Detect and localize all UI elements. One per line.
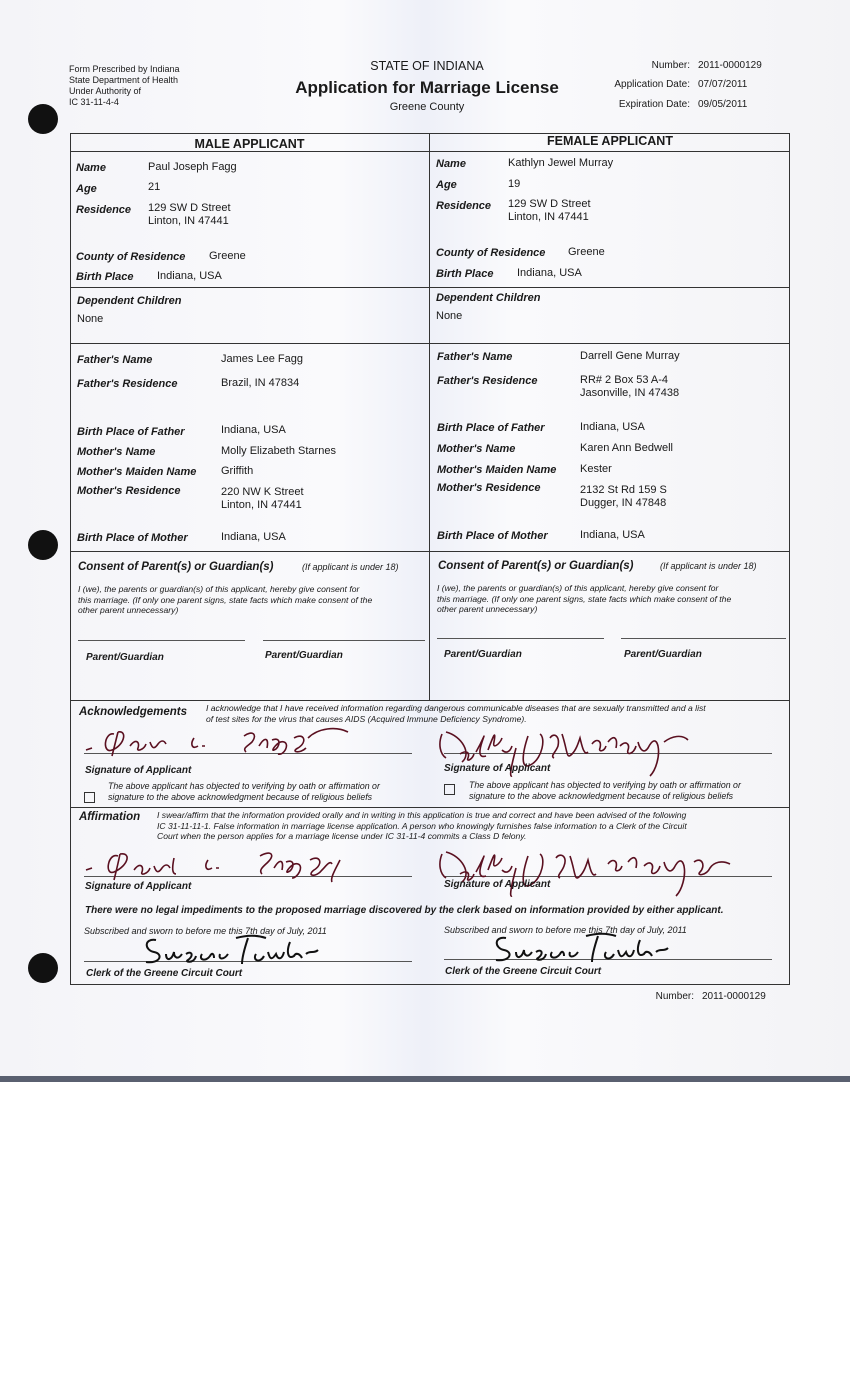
footer-number: 2011-0000129 (702, 991, 766, 1002)
male-birthplace-label: Birth Place (76, 271, 134, 283)
form-note-line: Form Prescribed by Indiana (69, 64, 180, 74)
male-mother: Molly Elizabeth Starnes (221, 445, 336, 457)
affirmation-text: I swear/affirm that the information provided orally and in writing in this application is true and correct and have been advised of the following IC 31-11-11-1. False information in marriage license application. A person who knowingly furnishes false information to a Clerk of the Circuit Court when the person applies for a marriage license under IC 31-11-4 commits a Class D felony. (157, 810, 687, 841)
male-residence-label: Residence (76, 204, 132, 216)
signature-label: Signature of Applicant (85, 765, 192, 776)
county-heading: Greene County (389, 101, 465, 113)
expiration-date: 09/05/2011 (698, 99, 748, 110)
male-mother-res-label: Mother's Residence (77, 485, 181, 497)
male-county: Greene (209, 250, 246, 262)
male-birthplace: Indiana, USA (157, 270, 222, 282)
license-number: 2011-0000129 (698, 60, 762, 71)
male-residence: 129 SW D Street Linton, IN 47441 (148, 202, 231, 227)
male-father-res-label: Father's Residence (77, 378, 178, 390)
objection-text: The above applicant has objected to verifying by oath or affirmation or signature to the above acknowledgment because of religious beliefs (469, 780, 741, 801)
form-note-line: State Department of Health (69, 75, 179, 85)
male-dependents: None (77, 313, 104, 325)
male-bp-father-label: Birth Place of Father (77, 426, 185, 438)
female-father-res: RR# 2 Box 53 A-4 Jasonville, IN 47438 (580, 374, 680, 399)
female-age-label: Age (436, 179, 457, 191)
female-mother-res: 2132 St Rd 159 S Dugger, IN 47848 (580, 484, 667, 509)
religious-objection-checkbox[interactable] (84, 792, 95, 803)
female-bp-father: Indiana, USA (580, 421, 645, 433)
male-applicant-heading: MALE APPLICANT (194, 137, 305, 151)
female-birthplace: Indiana, USA (517, 267, 582, 279)
male-name-label: Name (76, 162, 106, 174)
female-name-label: Name (436, 158, 466, 170)
male-mother-res: 220 NW K Street Linton, IN 47441 (221, 486, 304, 511)
column-divider (429, 133, 430, 700)
scan-edge (0, 1076, 850, 1082)
female-father-res-label: Father's Residence (437, 375, 538, 387)
guardian-signature-line (78, 640, 245, 641)
row-divider (70, 551, 790, 552)
row-divider (70, 807, 790, 808)
row-divider (70, 700, 790, 701)
application-date-label: Application Date: (614, 79, 690, 90)
male-signature-ack (84, 724, 354, 764)
male-county-label: County of Residence (76, 251, 186, 263)
row-divider (70, 151, 790, 152)
female-applicant-heading: FEMALE APPLICANT (547, 134, 673, 148)
affirmation-title: Affirmation (79, 811, 141, 823)
guardian-signature-line (621, 638, 786, 639)
sworn-statement: Subscribed and sworn to before me this 7th day of July, 2011 (84, 926, 327, 936)
number-label: Number: (651, 60, 690, 71)
male-age: 21 (148, 181, 161, 193)
female-signature-affirm (432, 846, 782, 902)
female-mother-label: Mother's Name (437, 443, 516, 455)
guardian-label: Parent/Guardian (86, 652, 164, 663)
signature-label: Signature of Applicant (85, 881, 192, 892)
guardian-label: Parent/Guardian (265, 650, 343, 661)
application-date: 07/07/2011 (698, 79, 748, 90)
sworn-statement: Subscribed and sworn to before me this 7th day of July, 2011 (444, 925, 687, 935)
form-note-line: IC 31-11-4-4 (69, 97, 119, 107)
consent-text: I (we), the parents or guardian(s) of this applicant, hereby give consent for this marriage. (If only one parent signs, state facts which make consent of the other parent unnecessary) (437, 583, 732, 614)
female-father: Darrell Gene Murray (580, 350, 680, 362)
male-signature-affirm (84, 846, 364, 886)
female-name: Kathlyn Jewel Murray (508, 157, 614, 169)
row-divider (70, 287, 790, 288)
female-county-label: County of Residence (436, 247, 546, 259)
female-mother-res-label: Mother's Residence (437, 482, 541, 494)
male-father-label: Father's Name (77, 354, 153, 366)
row-divider (70, 343, 790, 344)
male-bp-mother-label: Birth Place of Mother (77, 532, 188, 544)
form-note-line: Under Authority of (69, 86, 142, 96)
religious-objection-checkbox[interactable] (444, 784, 455, 795)
male-maiden-label: Mother's Maiden Name (77, 466, 197, 478)
guardian-label: Parent/Guardian (444, 649, 522, 660)
acknowledgements-text: I acknowledge that I have received information regarding dangerous communicable diseases that are sexually transmitted and a list of test sites for the virus that causes AIDS (Acquired Immune Deficiency Syndrome). (206, 703, 706, 724)
female-maiden-label: Mother's Maiden Name (437, 464, 557, 476)
male-maiden: Griffith (221, 465, 254, 477)
female-bp-mother-label: Birth Place of Mother (437, 530, 548, 542)
male-father: James Lee Fagg (221, 353, 303, 365)
guardian-label: Parent/Guardian (624, 649, 702, 660)
signature-label: Signature of Applicant (444, 879, 551, 890)
page-title: Application for Marriage License (295, 78, 559, 97)
female-bp-mother: Indiana, USA (580, 529, 645, 541)
expiration-date-label: Expiration Date: (618, 99, 690, 110)
form-note (69, 64, 180, 108)
male-bp-father: Indiana, USA (221, 424, 286, 436)
impediments-statement: There were no legal impediments to the proposed marriage discovered by the clerk based on information provided by either applicant. (85, 905, 724, 916)
punch-hole-icon (28, 953, 58, 983)
male-name: Paul Joseph Fagg (148, 161, 237, 173)
female-residence: 129 SW D Street Linton, IN 47441 (508, 198, 591, 223)
consent-title: Consent of Parent(s) or Guardian(s) (438, 560, 634, 572)
female-father-label: Father's Name (437, 351, 513, 363)
punch-hole-icon (28, 104, 58, 134)
male-father-res: Brazil, IN 47834 (221, 377, 300, 389)
state-heading: STATE OF INDIANA (370, 59, 484, 73)
female-dependents: None (436, 310, 463, 322)
clerk-signature (490, 930, 670, 968)
female-residence-label: Residence (436, 200, 492, 212)
female-bp-father-label: Birth Place of Father (437, 422, 545, 434)
punch-hole-icon (28, 530, 58, 560)
guardian-signature-line (263, 640, 425, 641)
male-bp-mother: Indiana, USA (221, 531, 286, 543)
female-mother: Karen Ann Bedwell (580, 442, 673, 454)
male-age-label: Age (76, 183, 97, 195)
consent-text: I (we), the parents or guardian(s) of this applicant, hereby give consent for this marriage. (If only one parent signs, state facts which make consent of the other parent unnecessary) (78, 584, 373, 615)
acknowledgements-title: Acknowledgements (79, 706, 187, 718)
clerk-label: Clerk of the Greene Circuit Court (86, 968, 243, 979)
female-county: Greene (568, 246, 605, 258)
female-dependents-label: Dependent Children (436, 292, 541, 304)
clerk-signature (140, 932, 320, 970)
clerk-label: Clerk of the Greene Circuit Court (445, 966, 602, 977)
footer-number-label: Number: (655, 991, 694, 1002)
female-birthplace-label: Birth Place (436, 268, 494, 280)
consent-note: (If applicant is under 18) (660, 561, 757, 571)
male-mother-label: Mother's Name (77, 446, 156, 458)
male-dependents-label: Dependent Children (77, 295, 182, 307)
female-age: 19 (508, 178, 521, 190)
consent-title: Consent of Parent(s) or Guardian(s) (78, 561, 274, 573)
objection-text: The above applicant has objected to verifying by oath or affirmation or signature to the above acknowledgment because of religious beliefs (108, 781, 380, 802)
signature-label: Signature of Applicant (444, 763, 551, 774)
female-maiden: Kester (580, 463, 612, 475)
guardian-signature-line (437, 638, 604, 639)
consent-note: (If applicant is under 18) (302, 562, 399, 572)
